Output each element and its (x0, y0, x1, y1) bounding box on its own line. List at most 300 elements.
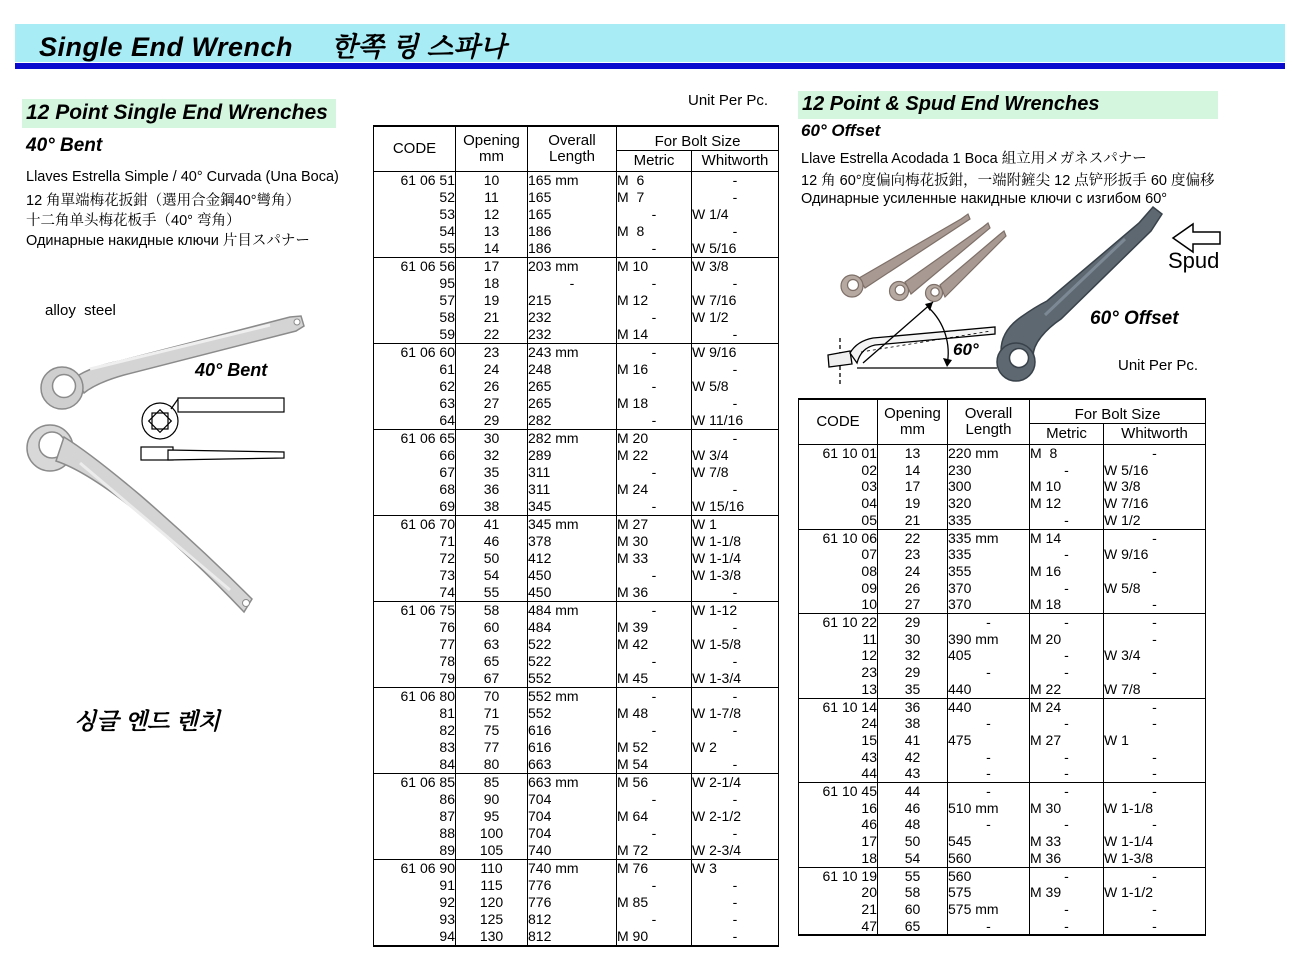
table-row (799, 664, 1206, 681)
cell-metric: - (1030, 867, 1104, 884)
cell-whitworth: - (692, 275, 779, 292)
cell-whitworth: - (692, 722, 779, 739)
cell-opening: 60 (878, 901, 948, 918)
cell-overall: 165 mm (528, 172, 617, 190)
cell-code: 78 (439, 653, 455, 669)
cell-code: 04 (861, 495, 877, 512)
cell-metric: - (1030, 512, 1104, 529)
cell-code: 67 (439, 464, 455, 480)
cell-overall: 165 (528, 189, 617, 206)
col-header-code: CODE (816, 412, 860, 430)
cell-overall: 663 mm (528, 774, 617, 792)
cell-whitworth: - (1104, 918, 1206, 936)
table-row (374, 842, 779, 860)
cell-metric: M 10 (617, 258, 692, 276)
cell-overall: 440 (948, 698, 1030, 715)
cell-whitworth: - (1104, 631, 1206, 648)
cell-overall: 440 (948, 681, 1030, 698)
cell-metric: - (617, 825, 692, 842)
cell-overall: 545 (948, 833, 1030, 850)
code-group (374, 860, 779, 947)
cell-opening: 48 (878, 816, 948, 833)
cell-overall: - (948, 783, 1030, 800)
cell-overall: 704 (528, 791, 617, 808)
cell-overall: 345 (528, 498, 617, 516)
cell-metric: - (617, 722, 692, 739)
cell-opening: 50 (878, 833, 948, 850)
cell-overall: 311 (528, 481, 617, 498)
cell-metric: - (617, 653, 692, 670)
cell-opening: 11 (456, 189, 528, 206)
table-row (374, 584, 779, 602)
col-header-code: CODE (392, 139, 437, 157)
cell-code: 77 (439, 636, 455, 652)
cell-overall: - (948, 765, 1030, 782)
table-row (374, 808, 779, 825)
cell-whitworth: W 7/8 (1104, 681, 1206, 698)
cell-opening: 77 (456, 739, 528, 756)
cell-code: 57 (439, 292, 455, 308)
cell-overall: 812 (528, 911, 617, 928)
cell-overall: 370 (948, 596, 1030, 613)
table-row (374, 430, 779, 448)
cell-opening: 18 (456, 275, 528, 292)
cell-opening: 80 (456, 756, 528, 774)
cell-opening: 95 (456, 808, 528, 825)
cell-overall: 232 (528, 326, 617, 344)
cell-opening: 36 (456, 481, 528, 498)
table-row (374, 653, 779, 670)
single-end-table (373, 125, 779, 947)
cell-metric: M 30 (617, 533, 692, 550)
code-group (374, 516, 779, 602)
cell-code: 87 (439, 808, 455, 824)
cell-metric: M 39 (1030, 884, 1104, 901)
cell-overall: 475 (948, 732, 1030, 749)
cell-opening: 100 (456, 825, 528, 842)
table-row (799, 833, 1206, 850)
cell-overall: 265 (528, 378, 617, 395)
cell-metric: - (617, 344, 692, 362)
cell-opening: 71 (456, 705, 528, 722)
cell-overall: 311 (528, 464, 617, 481)
table-row (374, 688, 779, 706)
cell-overall: - (948, 664, 1030, 681)
table-row (374, 172, 779, 190)
table-row (799, 850, 1206, 867)
cell-metric: - (1030, 546, 1104, 563)
cell-overall: 704 (528, 825, 617, 842)
table-row (374, 258, 779, 276)
table-row (799, 884, 1206, 901)
cell-code: 76 (439, 619, 455, 635)
cell-metric: M 48 (617, 705, 692, 722)
cell-code: 08 (861, 562, 877, 579)
cell-code: 83 (439, 739, 455, 755)
cell-whitworth: - (692, 172, 779, 190)
cell-metric: M 45 (617, 670, 692, 688)
col-header-overall: Overall Length (948, 399, 1030, 445)
cell-whitworth: - (1104, 614, 1206, 631)
title-rule (15, 63, 1285, 69)
bent-angle-label: 40° Bent (195, 360, 268, 380)
cell-overall: 335 mm (948, 529, 1030, 546)
table-row (799, 495, 1206, 512)
cell-code: 23 (861, 664, 877, 681)
table-row (374, 378, 779, 395)
cell-whitworth: W 1 (692, 516, 779, 534)
cell-whitworth: W 3 (692, 860, 779, 878)
cell-overall: 320 (948, 495, 1030, 512)
cell-whitworth: W 1/2 (1104, 512, 1206, 529)
cell-metric: - (617, 791, 692, 808)
cell-metric: - (1030, 614, 1104, 631)
code-group (374, 258, 779, 344)
table-row (374, 361, 779, 378)
cell-overall: 575 (948, 884, 1030, 901)
cell-overall: 560 (948, 867, 1030, 884)
table-row (374, 705, 779, 722)
cell-whitworth: W 2-1/2 (692, 808, 779, 825)
page-title-en: Single End Wrench (39, 32, 294, 62)
cell-opening: 30 (878, 631, 948, 648)
cell-metric: - (1030, 765, 1104, 782)
cell-code: 92 (439, 894, 455, 910)
cell-metric: M 18 (1030, 596, 1104, 613)
cell-code: 61 10 01 (822, 445, 877, 461)
cell-whitworth: - (692, 688, 779, 706)
cell-opening: 125 (456, 911, 528, 928)
cell-opening: 60 (456, 619, 528, 636)
unit-per-pc-label-right: Unit Per Pc. (1118, 357, 1199, 374)
cell-overall: 335 (948, 546, 1030, 563)
cell-code: 61 10 06 (822, 529, 877, 546)
cell-overall: 560 (948, 850, 1030, 867)
cell-code: 81 (439, 705, 455, 721)
cell-opening: 19 (456, 292, 528, 309)
cell-code: 13 (861, 680, 877, 697)
table-row (374, 619, 779, 636)
cell-opening: 38 (456, 498, 528, 516)
left-section-subheading: 40° Bent (26, 135, 103, 156)
cell-metric: - (617, 240, 692, 258)
cell-whitworth: W 1-7/8 (692, 705, 779, 722)
cell-code: 44 (861, 765, 877, 782)
cell-metric: M 7 (617, 189, 692, 206)
cell-metric: - (1030, 715, 1104, 732)
cell-opening: 29 (878, 664, 948, 681)
table-row (374, 326, 779, 344)
cell-opening: 22 (456, 326, 528, 344)
cell-opening: 17 (878, 478, 948, 495)
spud-arrow-icon (1173, 224, 1220, 252)
cell-overall: 165 (528, 206, 617, 223)
table-row (374, 860, 779, 878)
table-row (374, 206, 779, 223)
cell-overall: 522 (528, 636, 617, 653)
cell-code: 61 10 45 (822, 783, 877, 800)
table-row (799, 816, 1206, 833)
table-row (799, 715, 1206, 732)
cell-overall: 186 (528, 223, 617, 240)
table-row (799, 580, 1206, 597)
cell-code: 10 (861, 596, 877, 613)
cell-metric: - (617, 688, 692, 706)
page-title-banner (15, 24, 1285, 62)
cell-whitworth: - (692, 395, 779, 412)
table-row (799, 765, 1206, 782)
cell-overall: 552 (528, 670, 617, 688)
cell-code: 61 06 85 (400, 774, 455, 790)
table-row (799, 462, 1206, 479)
cell-overall: 378 (528, 533, 617, 550)
cell-whitworth: W 3/4 (692, 447, 779, 464)
cell-opening: 105 (456, 842, 528, 860)
cell-whitworth: W 11/16 (692, 412, 779, 430)
table-row (799, 596, 1206, 613)
cell-whitworth: W 7/16 (692, 292, 779, 309)
cell-overall: 575 mm (948, 901, 1030, 918)
table-row (799, 749, 1206, 766)
cell-metric: M 76 (617, 860, 692, 878)
cell-opening: 30 (456, 430, 528, 448)
cell-whitworth: W 5/8 (1104, 580, 1206, 597)
cell-overall: 616 (528, 739, 617, 756)
cell-code: 52 (439, 189, 455, 205)
cell-opening: 21 (878, 512, 948, 529)
cell-overall: 552 mm (528, 688, 617, 706)
left-desc-zh-simp: 十二角单头梅花板手（40° 弯角） (26, 213, 241, 229)
cell-whitworth: W 5/16 (1104, 462, 1206, 479)
table-row (799, 901, 1206, 918)
cell-code: 61 (439, 361, 455, 377)
code-group (799, 698, 1206, 783)
cell-overall: 616 (528, 722, 617, 739)
cell-metric: M 22 (617, 447, 692, 464)
table-row (374, 275, 779, 292)
cell-whitworth: - (1104, 783, 1206, 800)
cell-code: 43 (861, 748, 877, 765)
cell-code: 61 06 65 (400, 430, 455, 446)
col-header-metric: Metric (617, 151, 692, 172)
cell-opening: 12 (456, 206, 528, 223)
cell-code: 54 (439, 223, 455, 239)
cell-opening: 85 (456, 774, 528, 792)
cell-whitworth: - (692, 223, 779, 240)
cell-whitworth: W 1-1/8 (692, 533, 779, 550)
cell-overall: 230 (948, 462, 1030, 479)
cell-code: 05 (861, 511, 877, 528)
table-row (799, 512, 1206, 529)
cell-whitworth: - (1104, 867, 1206, 884)
cell-whitworth: - (692, 430, 779, 448)
cell-metric: M 24 (617, 481, 692, 498)
cell-metric: - (1030, 901, 1104, 918)
cell-code: 53 (439, 206, 455, 222)
cell-whitworth: - (1104, 563, 1206, 580)
cell-whitworth: W 1-1/2 (1104, 884, 1206, 901)
cell-metric: M 18 (617, 395, 692, 412)
cell-whitworth: W 1 (1104, 732, 1206, 749)
cell-opening: 24 (878, 563, 948, 580)
cell-opening: 110 (456, 860, 528, 878)
cell-opening: 43 (878, 765, 948, 782)
cell-overall: 220 mm (948, 445, 1030, 462)
right-desc-ru: Одинарные усиленные накидные ключи с изгибом 60° (801, 191, 1168, 207)
cell-opening: 46 (456, 533, 528, 550)
cell-whitworth: - (1104, 664, 1206, 681)
table-row (374, 412, 779, 430)
cell-whitworth: - (1104, 901, 1206, 918)
cell-opening: 90 (456, 791, 528, 808)
cell-whitworth: W 1-1/4 (692, 550, 779, 567)
left-desc-ru-ja: Одинарные накидные ключи 片目スパナー (26, 233, 310, 249)
cell-whitworth: - (692, 653, 779, 670)
cell-overall: - (948, 614, 1030, 631)
cell-code: 61 06 75 (400, 602, 455, 618)
cell-whitworth: - (692, 189, 779, 206)
cell-whitworth: - (1104, 749, 1206, 766)
table-row (374, 894, 779, 911)
cell-overall: 412 (528, 550, 617, 567)
cell-opening: 13 (456, 223, 528, 240)
cell-metric: M 8 (1030, 445, 1104, 462)
cell-metric: M 6 (617, 172, 692, 190)
left-section-heading: 12 Point Single End Wrenches (22, 99, 336, 128)
cell-code: 69 (439, 498, 455, 514)
cell-opening: 35 (878, 681, 948, 698)
cell-metric: M 20 (617, 430, 692, 448)
cell-whitworth: - (692, 825, 779, 842)
cell-code: 82 (439, 722, 455, 738)
cell-overall: 510 mm (948, 800, 1030, 817)
cell-code: 93 (439, 911, 455, 927)
col-header-whitworth: Whitworth (1104, 424, 1206, 445)
cell-metric: M 36 (617, 584, 692, 602)
table-row (799, 918, 1206, 936)
cell-metric: - (1030, 647, 1104, 664)
cell-whitworth: - (692, 791, 779, 808)
cell-overall: 232 (528, 309, 617, 326)
cell-metric: M 14 (617, 326, 692, 344)
cell-code: 61 06 56 (400, 258, 455, 274)
cell-whitworth: - (1104, 816, 1206, 833)
cell-overall: 740 (528, 842, 617, 860)
cell-whitworth: W 1-1/8 (1104, 800, 1206, 817)
cell-whitworth: W 5/16 (692, 240, 779, 258)
cell-code: 61 10 14 (822, 698, 877, 715)
cell-opening: 50 (456, 550, 528, 567)
cell-whitworth: W 2-3/4 (692, 842, 779, 860)
cell-code: 24 (861, 715, 877, 732)
cell-code: 88 (439, 825, 455, 841)
table-row (374, 739, 779, 756)
cell-whitworth: W 2-1/4 (692, 774, 779, 792)
cell-overall: 355 (948, 563, 1030, 580)
cell-opening: 22 (878, 529, 948, 546)
cell-whitworth: W 7/16 (1104, 495, 1206, 512)
table-row (374, 189, 779, 206)
table-row (374, 825, 779, 842)
cell-opening: 46 (878, 800, 948, 817)
cell-opening: 19 (878, 495, 948, 512)
cell-whitworth: - (692, 894, 779, 911)
cell-code: 61 10 22 (822, 614, 877, 631)
cell-metric: - (617, 602, 692, 620)
cell-opening: 65 (456, 653, 528, 670)
cell-code: 59 (439, 326, 455, 342)
page-title (39, 25, 507, 64)
table-row (374, 395, 779, 412)
cell-metric: - (1030, 749, 1104, 766)
table-row (799, 563, 1206, 580)
cell-metric: M 27 (617, 516, 692, 534)
cell-code: 91 (439, 877, 455, 893)
cell-metric: - (617, 412, 692, 430)
cell-opening: 29 (456, 412, 528, 430)
table-row (799, 867, 1206, 884)
cell-opening: 23 (878, 546, 948, 563)
cell-code: 74 (439, 584, 455, 600)
cell-opening: 32 (878, 647, 948, 664)
col-header-overall: Overall Length (528, 126, 617, 172)
cell-metric: - (1030, 580, 1104, 597)
cell-overall: 289 (528, 447, 617, 464)
cell-metric: - (1030, 816, 1104, 833)
cell-overall: - (948, 816, 1030, 833)
code-group (374, 172, 779, 258)
table-row (374, 447, 779, 464)
cell-whitworth: W 1-12 (692, 602, 779, 620)
cell-whitworth: - (692, 326, 779, 344)
cell-overall: 812 (528, 928, 617, 946)
code-group (799, 867, 1206, 935)
cell-overall: - (528, 275, 617, 292)
table-row (374, 292, 779, 309)
cell-opening: 63 (456, 636, 528, 653)
cell-code: 61 06 60 (400, 344, 455, 360)
col-header-bolt-size: For Bolt Size (617, 126, 779, 151)
cell-whitworth: - (692, 481, 779, 498)
cell-code: 46 (861, 816, 877, 833)
cell-whitworth: - (692, 361, 779, 378)
cell-code: 21 (861, 900, 877, 917)
cell-metric: M 33 (1030, 833, 1104, 850)
cell-overall: 243 mm (528, 344, 617, 362)
cell-opening: 29 (878, 614, 948, 631)
table-row (374, 877, 779, 894)
cell-metric: M 33 (617, 550, 692, 567)
right-section-subheading: 60° Offset (801, 121, 881, 140)
cell-code: 73 (439, 567, 455, 583)
cell-metric: - (617, 309, 692, 326)
cell-whitworth: - (692, 928, 779, 946)
cell-opening: 55 (456, 584, 528, 602)
cell-metric: M 20 (1030, 631, 1104, 648)
cell-overall: 335 (948, 512, 1030, 529)
table-row (374, 636, 779, 653)
cell-whitworth: W 9/16 (1104, 546, 1206, 563)
cell-metric: M 16 (617, 361, 692, 378)
cell-code: 02 (861, 461, 877, 478)
cell-overall: 484 mm (528, 602, 617, 620)
cell-whitworth: W 3/8 (692, 258, 779, 276)
cell-whitworth: - (1104, 765, 1206, 782)
cell-opening: 38 (878, 715, 948, 732)
cell-overall: 345 mm (528, 516, 617, 534)
cell-code: 84 (439, 756, 455, 772)
cell-code: 62 (439, 378, 455, 394)
